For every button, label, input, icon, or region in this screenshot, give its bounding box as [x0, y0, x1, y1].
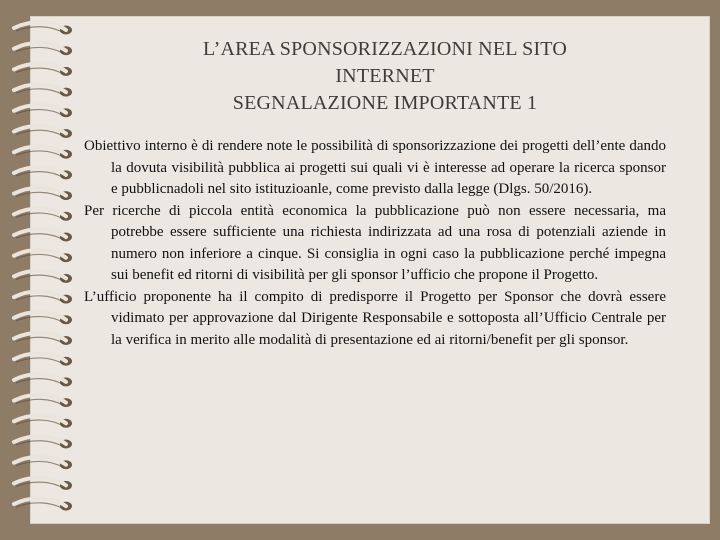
binding-ring	[14, 250, 72, 262]
binding-ring	[14, 146, 72, 158]
binding-ring	[14, 395, 72, 407]
paragraph-small-research: Per ricerche di piccola entità economica la pubblicazione può non essere necessaria, ma potrebbe essere sufficiente una richiesta indirizzata ad una rosa di potenziali aziende in numero non inferiore a cinque. Si consiglia in ogni caso la pubblicazione perché impegna sui benefit ed ritorni di visibilità per gli sponsor l’ufficio che propone il Progetto.	[84, 202, 666, 283]
slide-title	[130, 36, 640, 117]
binding-ring	[14, 478, 72, 490]
slide-body	[84, 136, 666, 351]
paragraph-office-duty: L’ufficio proponente ha il compito di predisporre il Progetto per Sponsor che dovrà essere vidimato per approvazione dal Dirigente Responsabile e sottoposta all’Ufficio Centrale per la verifica in merito alle modalità di presentazione ed ai ritorni/benefit per gli sponsor.	[84, 288, 666, 348]
binding-ring	[14, 105, 72, 117]
title-line: SEGNALAZIONE IMPORTANTE 1	[232, 92, 538, 114]
binding-ring	[14, 374, 72, 386]
binding-ring	[14, 416, 72, 428]
binding-ring	[14, 353, 72, 365]
binding-ring	[14, 84, 72, 96]
spiral-binding-icon	[0, 0, 92, 540]
binding-ring	[14, 436, 72, 448]
binding-ring	[14, 209, 72, 221]
binding-ring	[14, 64, 72, 76]
binding-ring	[14, 188, 72, 200]
binding-ring	[14, 43, 72, 55]
title-line: INTERNET	[335, 65, 435, 87]
binding-ring	[14, 229, 72, 241]
binding-ring	[14, 167, 72, 179]
binding-ring	[14, 291, 72, 303]
binding-ring	[14, 271, 72, 283]
binding-ring	[14, 126, 72, 138]
binding-ring	[14, 498, 72, 510]
binding-ring	[14, 312, 72, 324]
binding-ring	[14, 457, 72, 469]
binding-ring	[14, 333, 72, 345]
title-line: L’AREA SPONSORIZZAZIONI NEL SITO	[203, 38, 567, 60]
paragraph-objective: Obiettivo interno è di rendere note le possibilità di sponsorizzazione dei progetti dell’ente dando la dovuta visibilità pubblica ai progetti sui quali vi è interesse ad operare la ricerca sponsor e pubblicnadoli nel sito istituzioanle, come previsto dalla legge (Dlgs. 50/2016).	[84, 138, 666, 197]
binding-ring	[14, 22, 72, 34]
